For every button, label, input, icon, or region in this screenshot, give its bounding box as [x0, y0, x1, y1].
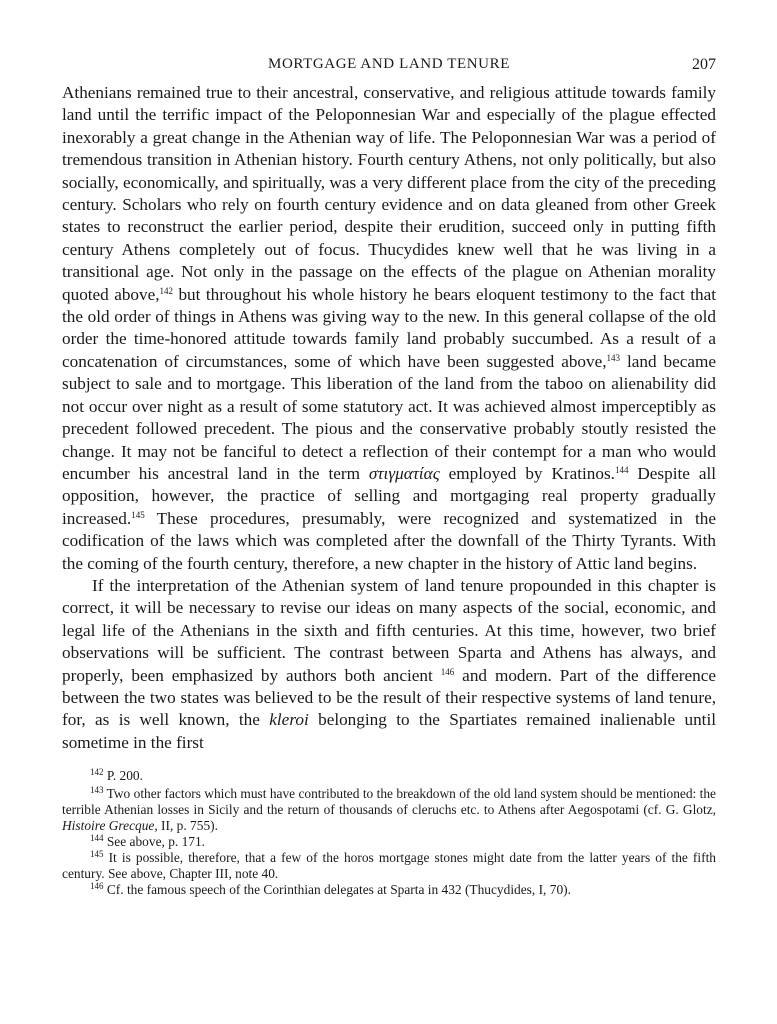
paragraph-text: Athenians remained true to their ancestral, conservative, and religious attitude towards family land until the terrific impact of the Peloponnesian War and especially of the plague effected inexorably a great change in the Athenian way of life. The Peloponnesian War was a period of tremendous transition in Athenian history. Fourth century Athens, not only politically, but also socially, economically, and spiritually, was a very different place from the city of the preceding century. Scholars who rely on fourth century evidence and on data gleaned from other Greek states to reconstruct the earlier period, despite their erudition, succeed only in putting fifth century Athens completely out of focus. Thucydides knew well that he was living in a transitional age. Not only in the passage on the effects of the plague on Athenian morality quoted above,	[62, 83, 716, 304]
footnote-ref-146: 146	[440, 666, 455, 677]
footnote-number: 144	[90, 833, 104, 844]
greek-term: στιγματίας	[368, 463, 440, 483]
kleroi-term: kleroi	[269, 710, 309, 730]
footnote-text: It is possible, therefore, that a few of the horos mortgage stones might date from the latter years of the fifth century. See above, Chapter III, note 40.	[62, 850, 716, 882]
footnote-text: P. 200.	[106, 768, 143, 784]
footnote-text: Two other factors which must have contributed to the breakdown of the old land system should be mentioned: the terrible Athenian losses in Sicily and the return of thousands of cleruchs etc. to Athens after Aegospotami (cf. G. Glotz,	[62, 786, 716, 818]
running-head	[62, 56, 716, 82]
footnote-number: 142	[90, 767, 104, 778]
paragraph-text: and modern. Part of the difference between the two states was believed to be the result of their respective systems of land tenure, for, as is well known, the	[62, 665, 716, 730]
footnote-146	[62, 882, 716, 898]
footnote-number: 146	[90, 881, 104, 892]
running-head-title: MORTGAGE AND LAND TENURE	[268, 56, 510, 72]
paragraph-2	[62, 575, 716, 754]
paragraph-1	[62, 82, 716, 575]
footnote-italic-title: Histoire Grecque	[62, 818, 155, 834]
footnote-text: Cf. the famous speech of the Corinthian delegates at Sparta in 432 (Thucydides, I, 70).	[106, 882, 571, 898]
footnote-143	[62, 786, 716, 834]
paragraph-text: land became subject to sale and to mortgage. This liberation of the land from the taboo on alienability did not occur over night as a result of some statutory act. It was achieved almost imperceptibly as precedent followed precedent. The pious and the conservative probably stoutly resisted the change. It may not be fanciful to detect a reflection of their contempt for a man who would encumber his ancestral land in the term	[62, 351, 716, 483]
footnote-144	[62, 834, 716, 850]
paragraph-text: belonging to the Spartiates remained inalienable until sometime in the first	[62, 710, 716, 752]
paragraph-text: Despite all opposition, however, the practice of selling and mortgaging real property gradually increased.	[62, 463, 717, 528]
paragraph-text: but throughout his whole history he bears eloquent testimony to the fact that the old order of things in Athens was giving way to the new. In this general collapse of the old order the time-honored attitude towards family land probably succumbed. As a result of a concatenation of circumstances, some of which have been suggested above,	[62, 284, 716, 371]
footnote-text: , II, p. 755).	[154, 818, 218, 834]
paragraph-text: If the interpretation of the Athenian system of land tenure propounded in this chapter is correct, it will be necessary to revise our ideas on many aspects of the social, economic, and legal life of the Athenians in the sixth and fifth centuries. At this time, however, two brief observations will be sufficient. The contrast between Sparta and Athens has always, and properly, been emphasized by authors both ancient	[62, 575, 716, 685]
footnote-142	[62, 768, 716, 784]
footnote-ref-142: 142	[159, 285, 174, 296]
page-number: 207	[692, 56, 716, 73]
footnotes	[62, 768, 716, 898]
footnote-text: See above, p. 171.	[106, 834, 206, 850]
footnote-145	[62, 850, 716, 882]
footnote-number: 145	[90, 849, 104, 860]
body-text	[62, 82, 716, 754]
paragraph-text: employed by Kratinos.	[439, 463, 615, 483]
paragraph-text: These procedures, presumably, were recognized and systematized in the codification of the laws which was completed after the downfall of the Thirty Tyrants. With the coming of the fourth century, therefore, a new chapter in the history of Attic land begins.	[62, 508, 716, 573]
footnote-number: 143	[90, 785, 104, 796]
book-page	[62, 56, 716, 898]
footnote-ref-143: 143	[606, 352, 621, 363]
footnote-ref-144: 144	[614, 464, 629, 475]
footnote-ref-145: 145	[131, 509, 145, 520]
